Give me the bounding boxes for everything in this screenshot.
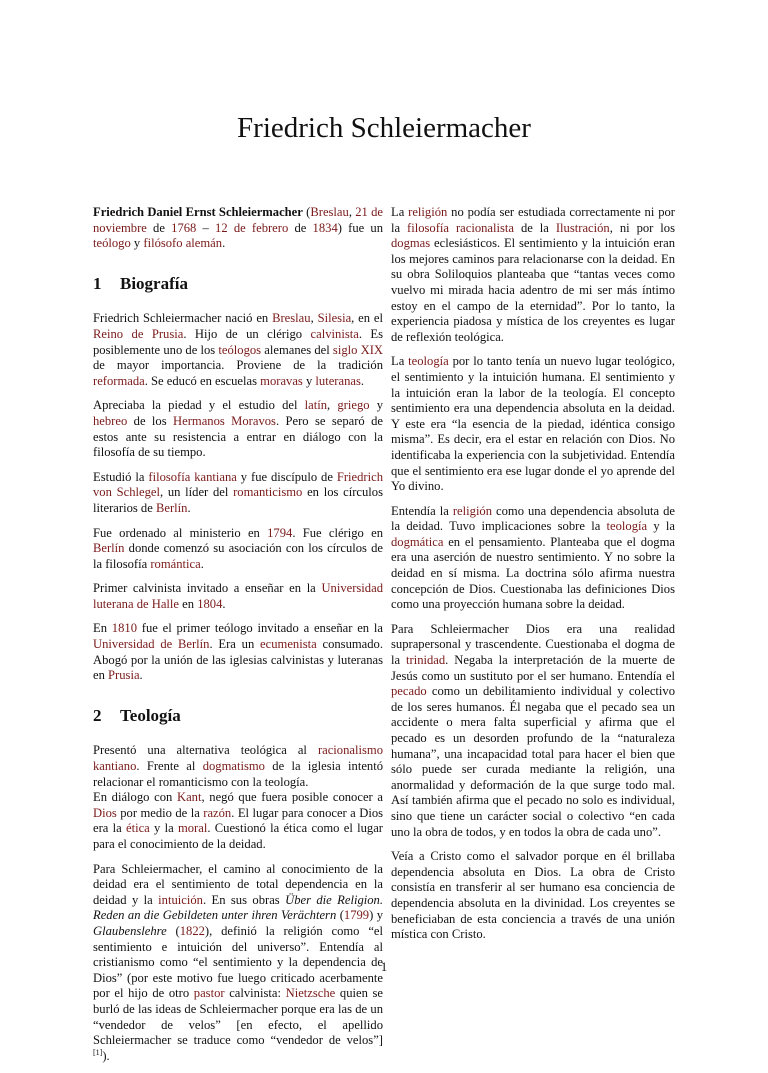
text-run: . Fue clérigo en	[292, 525, 383, 540]
wiki-link[interactable]: Silesia	[317, 311, 352, 326]
wiki-link[interactable]: 1794	[267, 525, 293, 540]
text-run: . Era un	[209, 637, 261, 652]
paragraph	[93, 621, 383, 683]
text-run: de	[288, 220, 313, 235]
wiki-link[interactable]: religión	[452, 503, 493, 518]
wiki-link[interactable]: razón	[203, 805, 232, 820]
text-run: y	[302, 373, 316, 388]
wiki-link[interactable]: ecumenista	[260, 637, 317, 652]
text-run: y la	[149, 821, 178, 836]
text-run: Friedrich Schleiermacher nació en	[93, 311, 273, 326]
text-run: . Hijo de un clérigo	[183, 326, 311, 341]
wiki-link[interactable]: moravas	[260, 373, 303, 388]
wiki-link[interactable]: pecado	[391, 684, 427, 699]
paragraph	[93, 526, 383, 573]
wiki-link[interactable]: siglo XIX	[332, 342, 383, 357]
text-run: , un líder del	[159, 485, 234, 500]
text-run: . Cuestionó la ética como el lugar para el conocimiento de la deidad.	[93, 821, 383, 851]
text-run: donde comenzó su asociación con los círculos de la filosofía	[93, 541, 383, 571]
text-run: . Pero se separó de estos ante su resistencia a entrar en diálogo con la filosofía de su tiempo.	[93, 413, 384, 460]
text-run: (	[336, 908, 344, 923]
wiki-link[interactable]: romántica	[150, 556, 201, 571]
wiki-link[interactable]: 21 de noviembre	[93, 205, 383, 235]
wiki-link[interactable]: 1822	[179, 923, 205, 938]
text-run: de	[146, 220, 172, 235]
wiki-link[interactable]: 1810	[111, 621, 137, 636]
italic-title: Glaubenslehre	[93, 923, 167, 938]
text-run: .	[139, 668, 143, 683]
wiki-link[interactable]: Dios	[93, 805, 117, 820]
paragraph	[93, 470, 383, 517]
wiki-link[interactable]: Breslau	[272, 311, 311, 326]
wiki-link[interactable]: racionalismo kantiano	[93, 743, 383, 774]
italic-title: Über die Religion. Reden an die Gebildeten unter ihren Verächtern	[93, 892, 383, 923]
text-run: . Negaba la interpretación de la muerte de Jesús como un sustituto por el ser humano. Entendía el	[391, 653, 675, 683]
text-run: de los	[127, 413, 174, 428]
text-run: .	[187, 500, 191, 515]
right-column	[391, 205, 675, 952]
text-run: Apreciaba la piedad y el estudio del	[93, 398, 305, 413]
wiki-link[interactable]: Breslau	[310, 205, 349, 219]
text-run: ,	[327, 398, 338, 413]
text-run: .	[222, 236, 226, 251]
text-run: como una dependencia absoluta de la deidad. Tuvo implicaciones sobre la	[391, 503, 675, 534]
left-column	[93, 205, 383, 1073]
text-run: Para Schleiermacher Dios era una realidad suprapersonal y trascendente. Cuestionaba el dogma de la	[391, 621, 675, 668]
text-run: de la	[514, 220, 556, 235]
wiki-link[interactable]: Reino de Prusia	[93, 326, 184, 341]
paragraph	[93, 311, 383, 389]
text-run: Presentó una alternativa teológica al	[93, 743, 318, 758]
text-run: (	[166, 923, 180, 938]
wiki-link[interactable]: ética	[126, 821, 150, 836]
text-run: ) fue un	[337, 220, 383, 235]
text-run: de la iglesia intentó relacionar el romanticismo con la teología.	[93, 759, 383, 789]
text-run: . En sus obras	[202, 892, 286, 907]
wiki-link[interactable]: 1799	[343, 908, 370, 923]
section-heading-teologia	[93, 705, 383, 725]
wiki-link[interactable]: teólogos	[218, 342, 262, 357]
text-run: (	[302, 205, 311, 219]
text-run: , ni por los	[609, 220, 676, 235]
text-run: . Se educó en escuelas	[144, 373, 261, 388]
wiki-link[interactable]: pastor	[193, 986, 225, 1001]
text-run: alemanes del	[261, 342, 333, 357]
text-run: calvinista:	[224, 986, 286, 1001]
text-run: ,	[348, 205, 356, 219]
text-run: Entendía la	[391, 503, 453, 518]
wiki-link[interactable]: teología	[606, 519, 648, 534]
paragraph	[391, 849, 675, 943]
page-title: Friedrich Schleiermacher	[237, 112, 531, 144]
text-run: .	[360, 373, 365, 388]
wiki-link[interactable]: dogmas	[391, 236, 431, 251]
text-run: y fue discípulo de	[236, 469, 337, 484]
wiki-link[interactable]: griego	[337, 398, 370, 413]
text-run: Primer calvinista invitado a enseñar en la	[93, 581, 322, 596]
wiki-link[interactable]: Kant	[176, 790, 202, 805]
wiki-link[interactable]: religión	[408, 205, 448, 219]
wiki-link[interactable]: reformada	[93, 373, 145, 388]
wiki-link[interactable]: 1834	[312, 220, 338, 235]
text-run: Para Schleiermacher, el camino al conocimiento de la deidad era el sentimiento de total dependencia en la deidad y la	[93, 861, 383, 907]
text-run: La	[391, 205, 409, 219]
paragraph	[93, 790, 383, 852]
wiki-link[interactable]: moral	[177, 821, 208, 836]
text-run: no podía ser estudiada correctamente ni por la	[391, 205, 675, 235]
paragraph	[391, 354, 675, 494]
wiki-link[interactable]: calvinista	[310, 326, 359, 341]
text-run: .	[222, 596, 226, 611]
section-title: Biografía	[120, 273, 188, 293]
paragraph	[391, 622, 675, 840]
wiki-link[interactable]: Universidad luterana de Halle	[93, 581, 383, 611]
text-run: ), definió la religión como “el sentimiento e intuición del universo”. Entendía al cristianismo como “el sentimiento y la dependencia de Dios” (por este motivo fue luego criticado acerbamente por el hijo de otro	[93, 923, 383, 1001]
text-run: ).	[102, 1048, 110, 1063]
section-title: Teología	[120, 705, 181, 725]
text-run: en el pensamiento. Planteaba que el dogma era una aserción de nuestro sentimiento. Y no sobre la deidad en sí misma. La doctrina sólo afirma nuestra concepción de Dios. Cuestionaba las definiciones Dios como una proyección humana sobre la deidad.	[391, 534, 675, 612]
section-number: 2	[93, 705, 102, 725]
wiki-link[interactable]: Berlín	[93, 541, 125, 556]
paragraph	[391, 504, 675, 613]
text-run: ,	[310, 311, 318, 326]
page-number: 1	[380, 960, 388, 974]
wiki-link[interactable]: filósofo alemán	[143, 236, 223, 251]
text-run: Veía a Cristo como el salvador porque en él brillaba dependencia absoluta en Dios. La obra de Cristo consistía en transferir al ser humano esa conciencia de dependencia absoluta en la divinidad. Los creyentes se beneficiaban de esta conciencia a través de una unión mística con Cristo.	[391, 849, 675, 942]
wiki-link[interactable]: Ilustración	[555, 220, 610, 235]
text-run: ) y	[369, 908, 384, 923]
paragraph	[93, 581, 383, 612]
text-run: fue el primer teólogo invitado a enseñar en la	[136, 621, 383, 636]
section-number: 1	[93, 273, 102, 293]
text-run: La	[391, 354, 409, 369]
section-heading-biografia	[93, 273, 383, 293]
wiki-link[interactable]: filosofía racionalista	[407, 220, 515, 235]
wiki-link[interactable]: Nietzsche	[285, 986, 336, 1001]
text-run: En	[93, 621, 112, 636]
text-run: de mayor importancia. Proviene de la tradición	[93, 358, 383, 373]
wiki-link[interactable]: teología	[408, 354, 449, 369]
text-run: en	[179, 596, 198, 611]
text-run: por lo tanto tenía un nuevo lugar teológico, el sentimiento y la intuición humana. El sentimiento y la intuición eran la labor de la teología. El concepto sentimiento era una dependencia absoluta en la deidad. Y este era “la esencia de la piedad, idéntica consigo misma”. Es decir, era el estar en relación con Dios. No identificaba la experiencia con la subjetividad. Entendía que el sentimiento era ese lugar donde el yo aprende del Yo divino.	[391, 354, 676, 494]
text-run: , en el	[351, 311, 384, 326]
wiki-link[interactable]: luteranas	[315, 373, 361, 388]
wiki-link[interactable]: 12 de febrero	[215, 220, 289, 235]
text-run: En diálogo con	[93, 790, 177, 805]
text-run: y la	[647, 519, 675, 534]
text-run: . El lugar para conocer a Dios era la	[93, 805, 384, 836]
text-run: Estudió la	[93, 469, 149, 484]
wiki-link[interactable]: dogmática	[391, 534, 444, 549]
wiki-link[interactable]: 1804	[197, 596, 223, 611]
text-run: y	[369, 398, 384, 413]
intro-paragraph	[93, 205, 383, 252]
text-run: por medio de la	[116, 805, 204, 820]
paragraph	[93, 743, 383, 790]
paragraph	[93, 398, 383, 460]
wiki-link[interactable]: trinidad	[406, 653, 446, 668]
text-run: . Frente al	[136, 759, 203, 774]
wiki-link[interactable]: teólogo	[93, 236, 131, 251]
wiki-link[interactable]: Friedrich von Schlegel	[93, 469, 383, 500]
wiki-link[interactable]: Berlín	[155, 500, 188, 515]
wiki-link[interactable]: 1768	[171, 220, 197, 235]
wiki-link[interactable]: Prusia	[108, 668, 140, 683]
wiki-link[interactable]: Hermanos Moravos	[173, 413, 276, 428]
text-run: .	[200, 556, 204, 571]
text-run: . Es posiblemente uno de los	[93, 326, 383, 357]
wiki-link[interactable]: latín	[304, 398, 328, 413]
footnote-ref[interactable]: [1]	[93, 1047, 103, 1057]
wiki-link[interactable]: Universidad de Berlín	[93, 637, 210, 652]
wiki-link[interactable]: filosofía kantiana	[148, 469, 237, 484]
wiki-link[interactable]: hebreo	[93, 413, 128, 428]
text-run: eclesiásticos. El sentimiento y la intuición eran los mejores caminos para relacionarse con la deidad. En su obra Soliloquios planteaba que “tantas veces como vuelvo mi mirada hacia adentro de mi ser más íntimo estoy en el campo de la eternidad”. Por lo tanto, la experiencia piadosa y mística de los creyentes es lugar de reflexión teológica.	[391, 236, 675, 344]
text-run: como un debilitamiento individual y colectivo de los seres humanos. Él negaba que el pecado sea un accidente o mera falta superficial y afirma que el pecado es un desorden profundo de la “naturaleza humana”, una incapacidad total para hacer el bien que sólo puede ser curada mediante la religión, una anormalidad y deformación de la que surge todo mal. Así también afirma que el pecado no solo es individual, sino que tiene un carácter social o colectivo “en cada uno la obra de todos, y en todos la obra de cada uno”.	[391, 684, 675, 839]
bold-term: Friedrich Daniel Ernst Schleiermacher	[93, 205, 303, 219]
wiki-link[interactable]: romanticismo	[233, 485, 303, 500]
text-run: , negó que fuera posible conocer a	[201, 790, 383, 805]
wiki-link[interactable]: intuición	[158, 892, 203, 907]
wiki-link[interactable]: dogmatismo	[202, 759, 265, 774]
text-run: y	[130, 236, 144, 251]
paragraph	[391, 205, 675, 345]
text-run: quien se burló de las ideas de Schleiermacher porque era las de un “vendedor de velos” [en efecto, el apellido Schleiermacher se traduce como “vendedor de velos”]	[93, 986, 383, 1048]
text-run: –	[196, 220, 216, 235]
text-run: Fue ordenado al ministerio en	[93, 525, 268, 540]
text-run: en los círculos literarios de	[93, 485, 383, 515]
text-run: consumado. Abogó por la unión de las iglesias calvinistas y luteranas en	[93, 637, 383, 683]
